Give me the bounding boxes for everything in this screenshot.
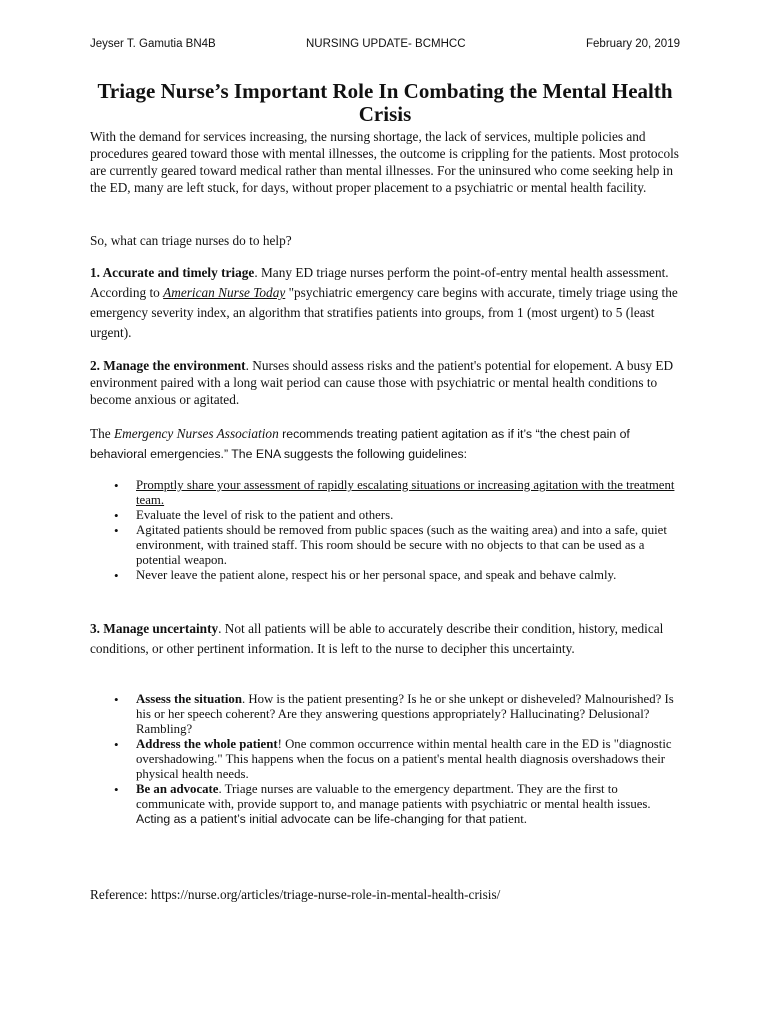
ena-org-name: Emergency Nurses Association: [114, 426, 279, 441]
section-2-paragraph: [90, 357, 680, 408]
guideline-text: Evaluate the level of risk to the patient and others.: [136, 508, 394, 522]
guideline-item: [136, 568, 680, 583]
section-1-heading: 1. Accurate and timely triage: [90, 265, 255, 280]
section-3-paragraph: [90, 619, 680, 659]
section-1-text-a: . Many ED triage nurses perform the point-of-entry mental health assessment. According to: [90, 265, 669, 300]
ena-paragraph: [90, 424, 680, 464]
uncertainty-item-text: . Triage nurses are valuable to the emergency department. They are the first to communicate with, provide support to, and manage patients with psychiatric or mental health issues.: [136, 782, 651, 811]
reference-line: Reference: https://nurse.org/articles/triage-nurse-role-in-mental-health-crisis/: [90, 887, 501, 902]
section-2-heading: 2. Manage the environment: [90, 358, 246, 373]
page-header: [90, 38, 680, 54]
guideline-text: Promptly share your assessment of rapidly escalating situations or increasing agitation with the treatment team.: [136, 478, 675, 507]
section-3-text: . Not all patients will be able to accurately describe their condition, history, medical conditions, or other pertinent information. It is left to the nurse to decipher this uncertainty.: [90, 621, 664, 656]
ena-rest: recommends treating patient agitation as if it’s “the chest pain of behavioral emergencies.” The ENA suggests the following guidelines:: [90, 427, 630, 461]
uncertainty-item-text: ! One common occurrence within mental health care in the ED is "diagnostic overshadowing." This happens when the focus on a patient's mental health diagnosis overshadows their physical health needs.: [136, 737, 672, 781]
section-1-paragraph: [90, 263, 680, 343]
guideline-item: [136, 508, 680, 523]
uncertainty-list: [90, 692, 680, 827]
uncertainty-item-heading: Be an advocate: [136, 782, 219, 796]
header-date: February 20, 2019: [586, 38, 680, 50]
question-paragraph: So, what can triage nurses do to help?: [90, 233, 292, 248]
ena-guidelines-list: [90, 478, 680, 583]
american-nurse-today-link[interactable]: American Nurse Today: [163, 285, 286, 300]
section-1-text-b: "psychiatric emergency care begins with accurate, timely triage using the emergency severity index, an algorithm that stratifies patients into groups, from 1 (most urgent) to 5 (least urgent).: [90, 285, 678, 340]
intro-paragraph: With the demand for services increasing, the nursing shortage, the lack of services, multiple policies and procedures geared toward those with mental illnesses, the outcome is crippling for the patients. Most protocols are currently geared toward medical rather than mental illnesses. For the uninsured who come seeking help in the ED, many are left stuck, for days, without proper placement to a psychiatric or mental health facility.: [90, 129, 679, 195]
header-author: Jeyser T. Gamutia BN4B: [90, 38, 216, 50]
section-3-heading: 3. Manage uncertainty: [90, 621, 219, 636]
uncertainty-item: [136, 782, 680, 827]
article-title: Triage Nurse’s Important Role In Combating the Mental Health Crisis: [97, 79, 673, 126]
uncertainty-item: [136, 737, 680, 782]
guideline-item: [136, 523, 680, 568]
ena-lead: The: [90, 426, 114, 441]
uncertainty-item-heading: Address the whole patient: [136, 737, 278, 751]
guideline-item: [136, 478, 680, 508]
uncertainty-item: [136, 692, 680, 737]
uncertainty-item-heading: Assess the situation: [136, 692, 242, 706]
section-2-text: . Nurses should assess risks and the patient's potential for elopement. A busy ED environment paired with a long wait period can cause those with psychiatric or mental health conditions to become anxious or agitated.: [90, 358, 674, 407]
guideline-text: Agitated patients should be removed from public spaces (such as the waiting area) and into a safe, quiet environment, with trained staff. This room should be secure with no objects to that can be used as a potential weapon.: [136, 523, 667, 567]
header-publication: NURSING UPDATE- BCMHCC: [306, 38, 466, 50]
uncertainty-item-text-sans: Acting as a patient’s initial advocate can be life-changing for that: [136, 812, 486, 826]
uncertainty-item-text: . How is the patient presenting? Is he or she unkept or disheveled? Malnourished? Is his or her speech coherent? Are they answering questions appropriately? Hallucinating? Delusional? Rambling?: [136, 692, 674, 736]
uncertainty-item-text-end: patient.: [485, 812, 528, 826]
guideline-text: Never leave the patient alone, respect his or her personal space, and speak and behave calmly.: [136, 568, 617, 582]
